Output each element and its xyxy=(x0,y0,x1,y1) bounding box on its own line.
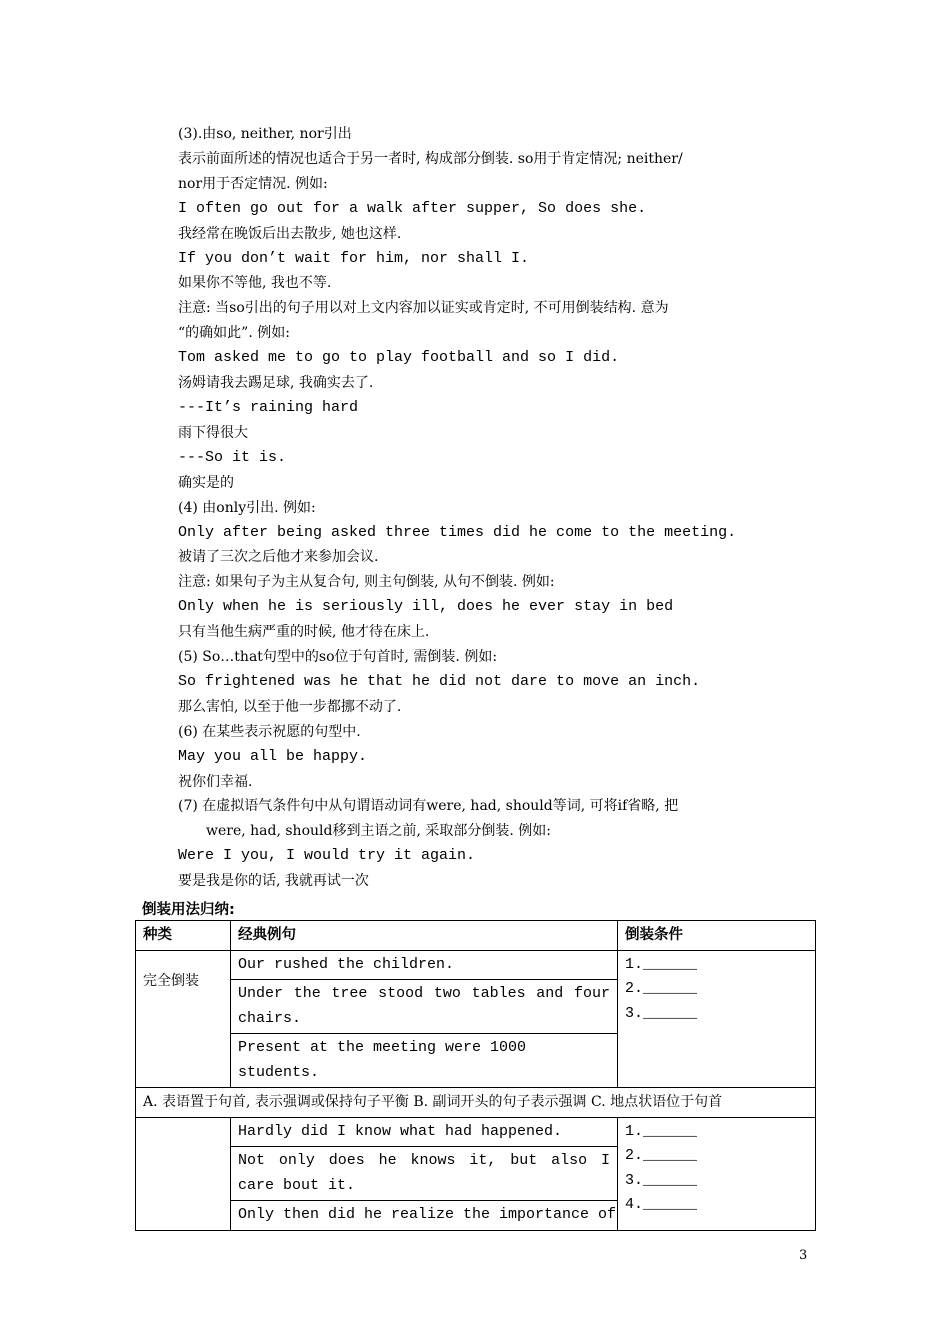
text-line: 表示前面所述的情况也适合于另一者时, 构成部分倒装. so用于肯定情况; neither/ xyxy=(178,150,683,167)
example-sentence-line: ---So it is. xyxy=(178,448,287,466)
answer-blank[interactable]: 3.______ xyxy=(625,1171,698,1189)
examples-cell xyxy=(231,1117,618,1230)
example-sentence: Present at the meeting were 1000 students. xyxy=(231,1033,617,1087)
example-sentence: Hardly did I know what had happened. xyxy=(238,1122,563,1140)
text-line: were, had, should移到主语之前, 采取部分倒装. 例如: xyxy=(206,823,551,840)
table-row xyxy=(136,950,816,1088)
text-line: (3).由so, neither, nor引出 xyxy=(178,126,352,142)
text-line: 那么害怕, 以至于他一步都挪不动了. xyxy=(178,698,402,715)
text-line: 只有当他生病严重的时候, 他才待在床上. xyxy=(178,624,430,641)
text-line: 被请了三次之后他才来参加会议. xyxy=(178,549,379,566)
summary-table xyxy=(135,920,816,1231)
text-line: 注意: 如果句子为主从复合句, 则主句倒装, 从句不倒装. 例如: xyxy=(178,574,555,591)
example-sentence-line: Only when he is seriously ill, does he ever stay in bed xyxy=(178,598,674,616)
text-line: 祝你们幸福. xyxy=(178,773,253,790)
options-row xyxy=(136,1088,816,1118)
example-sentence: Only then did he realize the importance of xyxy=(231,1200,617,1230)
page-number: 3 xyxy=(799,1248,808,1263)
answer-blank[interactable]: 2.______ xyxy=(625,1147,698,1164)
conditions-cell xyxy=(618,1117,816,1230)
category-cell: 完全倒装 xyxy=(136,950,231,1088)
example-sentence-line: Tom asked me to go to play football and so I did. xyxy=(178,349,620,367)
table-header-row xyxy=(136,921,816,951)
example-sentence-line: May you all be happy. xyxy=(178,747,368,765)
table-row xyxy=(136,1117,816,1230)
example-sentence: Our rushed the children. xyxy=(238,955,455,973)
header-category: 种类 xyxy=(136,921,231,951)
example-sentence-line: So frightened was he that he did not dare to move an inch. xyxy=(178,672,701,690)
text-line: (4) 由only引出. 例如: xyxy=(178,499,316,516)
examples-cell xyxy=(231,950,618,1088)
text-line: 如果你不等他, 我也不等. xyxy=(178,275,332,292)
answer-blank[interactable]: 1.______ xyxy=(625,1122,698,1140)
text-line: (6) 在某些表示祝愿的句型中. xyxy=(178,723,361,740)
text-line: 注意: 当so引出的句子用以对上文内容加以证实或肯定时, 不可用倒装结构. 意为 xyxy=(178,300,669,317)
answer-blank[interactable]: 1.______ xyxy=(625,955,698,973)
text-line: (7) 在虚拟语气条件句中从句谓语动词有were, had, should等词, 可将if省略, 把 xyxy=(178,798,679,815)
header-example: 经典例句 xyxy=(231,921,618,951)
summary-heading: 倒装用法归纳: xyxy=(142,902,235,918)
options-text: A. 表语置于句首, 表示强调或保持句子平衡 B. 副词开头的句子表示强调 C. 地点状语位于句首 xyxy=(136,1088,816,1118)
example-sentence-line: Only after being asked three times did he come to the meeting. xyxy=(178,523,737,541)
conditions-cell xyxy=(618,950,816,1088)
answer-blank[interactable]: 4.______ xyxy=(625,1196,698,1213)
text-line: 雨下得很大 xyxy=(178,424,248,441)
example-sentence-line: Were I you, I would try it again. xyxy=(178,847,476,865)
header-condition: 倒装条件 xyxy=(618,921,816,951)
example-sentence-line: If you don’t wait for him, nor shall I. xyxy=(178,249,530,267)
example-sentence: Under the tree stood two tables and four chairs. xyxy=(231,979,617,1033)
text-line: 要是我是你的话, 我就再试一次 xyxy=(178,873,369,890)
answer-blank[interactable]: 2.______ xyxy=(625,980,698,997)
text-line: 我经常在晚饭后出去散步, 她也这样. xyxy=(178,225,402,242)
category-cell xyxy=(136,1117,231,1230)
body-text xyxy=(178,122,818,894)
example-sentence-line: I often go out for a walk after supper, So does she. xyxy=(178,199,647,217)
text-line: “的确如此”. 例如: xyxy=(178,325,290,342)
text-line: 汤姆请我去踢足球, 我确实去了. xyxy=(178,375,374,392)
example-sentence-line: ---It’s raining hard xyxy=(178,398,359,416)
text-line: nor用于否定情况. 例如: xyxy=(178,175,328,192)
answer-blank[interactable]: 3.______ xyxy=(625,1004,698,1022)
text-line: (5) So…that句型中的so位于句首时, 需倒装. 例如: xyxy=(178,649,498,666)
example-sentence: Not only does he knows it, but also I care bout it. xyxy=(231,1146,617,1200)
text-line: 确实是的 xyxy=(178,474,234,491)
